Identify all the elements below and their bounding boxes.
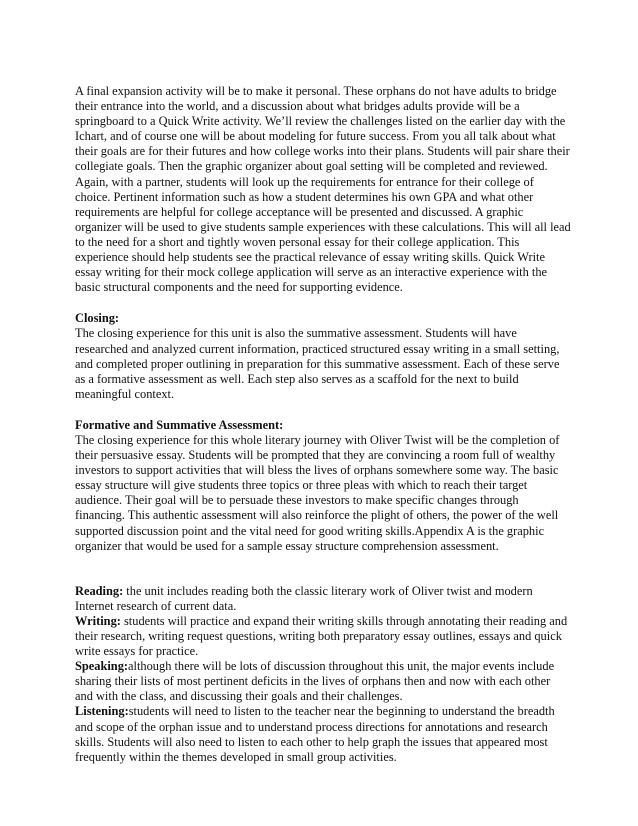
skill-speaking (75, 659, 571, 704)
assessment-heading: Formative and Summative Assessment: (75, 417, 284, 432)
skill-text: although there will be lots of discussion throughout this unit, the major events include sharing their lists of most pertinent deficits in the lives of orphans then and now with each other and with the class, and discussing their goals and their challenges. (75, 659, 555, 704)
intro-paragraph: A final expansion activity will be to make it personal. These orphans do not have adults to bridge their entrance into the world, and a discussion about what bridges adults provide will be a springboard to a Quick Write activity. We’ll review the challenges listed on the earlier day with the Ichart, and of course one will be about modeling for future success. From you all talk about what their goals are for their futures and how college works into their plans. Students will pair share their collegiate goals. Then the graphic organizer about goal setting will be completed and reviewed. Again, with a partner, students will look up the requirements for entrance for their college of choice. Pertinent information such as how a student determines his own GPA and what other requirements are helpful for college acceptance will be presented and discussed. A graphic organizer will be used to give students sample experiences with these calculations. This will all lead to the need for a short and tightly woven personal essay for their college application. This experience should help students see the practical relevance of essay writing skills. Quick Write essay writing for their mock college application will serve as an interactive experience with the basic structural components and the need for supporting evidence. (75, 84, 571, 295)
skill-text: students will need to listen to the teacher near the beginning to understand the breadth and scope of the orphan issue and to understand process directions for annotations and research skills. Students will also need to listen to each other to help graph the issues that appeared most frequently within the themes developed in small group activities. (75, 704, 555, 764)
document-body (75, 84, 571, 765)
skill-listening (75, 704, 571, 764)
skill-text: students will practice and expand their writing skills through annotating their reading and their research, writing request questions, writing both preparatory essay outlines, essays and quick write essays for practice. (75, 613, 568, 659)
skill-label: Listening: (75, 704, 129, 719)
skill-label: Speaking: (75, 659, 129, 674)
skill-writing (75, 614, 571, 659)
closing-paragraph: The closing experience for this unit is also the summative assessment. Students will have researched and analyzed current information, practiced structured essay writing in a small setting, and completed proper outlining in preparation for this summative assessment. Each of these serve as a formative assessment as well. Each step also serves as a scaffold for the next to build meaningful context. (75, 326, 560, 401)
skill-reading (75, 584, 571, 614)
skill-label: Writing: (75, 613, 121, 628)
assessment-paragraph: The closing experience for this whole literary journey with Oliver Twist will be the completion of their persuasive essay. Students will be prompted that they are convincing a room full of wealthy investors to support activities that will bless the lives of orphans somewhere some way. The basic essay structure will give students three topics or three pleas with which to reach their target audience. Their goal will be to persuade these investors to make specific changes through financing. This authentic assessment will also reinforce the plight of others, the power of the well supported discussion point and the vital need for good writing skills.Appendix A is the graphic organizer that would be used for a sample essay structure comprehension assessment. (75, 432, 560, 553)
skill-text: the unit includes reading both the classic literary work of Oliver twist and modern Internet research of current data. (75, 583, 533, 613)
spacer (75, 295, 571, 311)
spacer (75, 402, 571, 418)
closing-heading: Closing: (75, 311, 120, 326)
skill-label: Reading: (75, 583, 124, 598)
spacer (75, 554, 571, 584)
